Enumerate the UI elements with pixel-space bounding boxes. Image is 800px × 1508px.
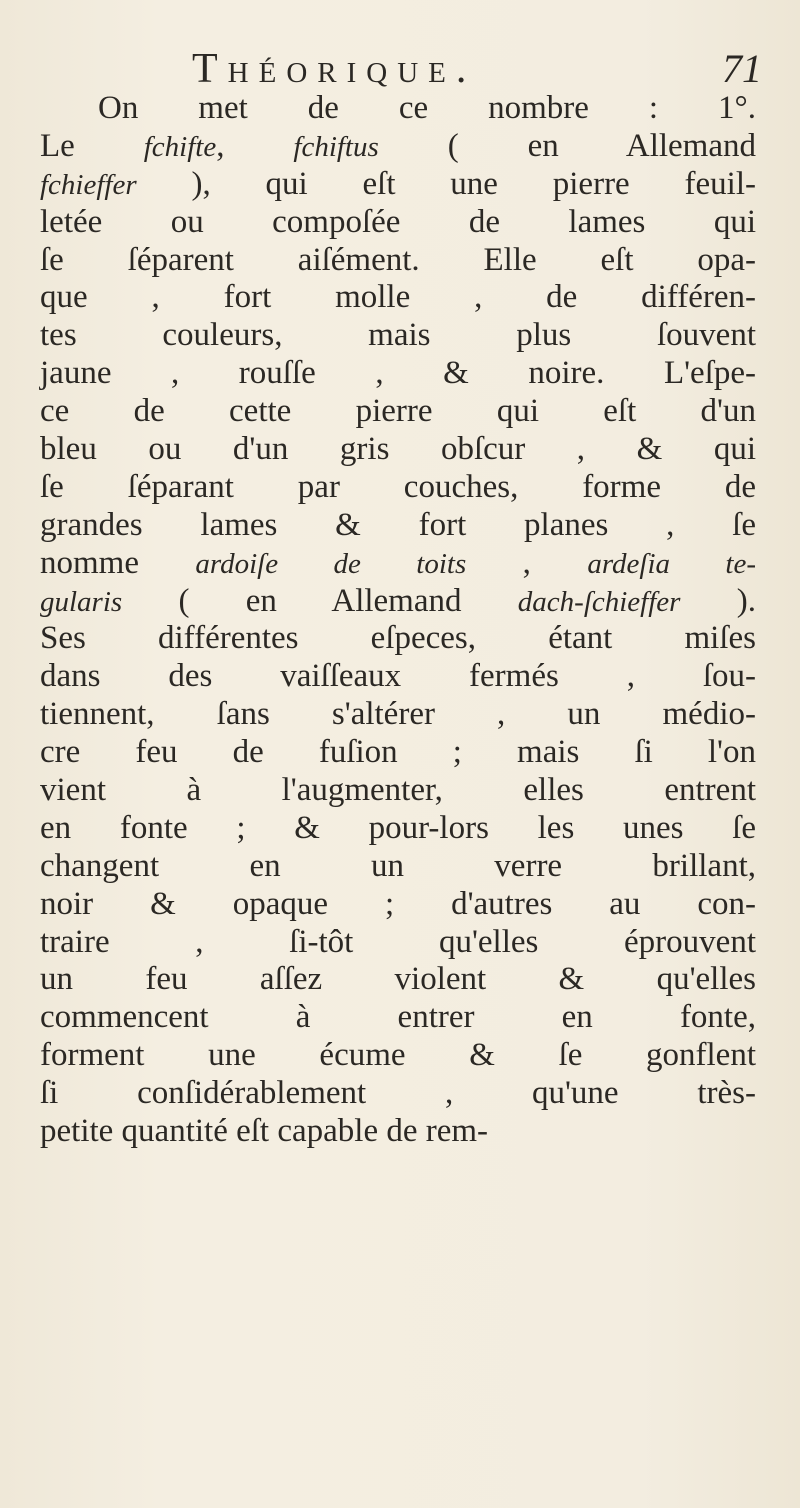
text-line: changent en un verre brillant, bbox=[40, 847, 756, 884]
text-line: tes couleurs, mais plus ſouvent bbox=[40, 317, 756, 354]
text-line: forment une écume & ſe gonflent bbox=[40, 1037, 756, 1074]
text-line: jaune , rouſſe , & noire. L'eſpe- bbox=[40, 355, 756, 392]
text-line: vient à l'augmenter, elles entrent bbox=[40, 772, 756, 809]
text-line: commencent à entrer en fonte, bbox=[40, 999, 756, 1036]
text-line: en fonte ; & pour-lors les unes ſe bbox=[40, 809, 756, 846]
text-line: nomme ardoiſe de toits , ardeſia te- bbox=[40, 544, 757, 581]
body-text bbox=[40, 90, 780, 1151]
text-line: On met de ce nombre : 1°. bbox=[98, 90, 756, 126]
text-line: Le fchifte, fchiftus ( en Allemand bbox=[40, 127, 756, 164]
text-line: grandes lames & fort planes , ſe bbox=[40, 506, 756, 543]
text-line: ſe ſéparant par couches, forme de bbox=[40, 468, 756, 505]
running-title: Théorique. bbox=[192, 46, 477, 92]
text-line: ce de cette pierre qui eſt d'un bbox=[40, 393, 756, 430]
text-line: ſe ſéparent aiſément. Elle eſt opa- bbox=[40, 241, 756, 278]
text-line: gularis ( en Allemand dach-ſchieffer ). bbox=[40, 582, 756, 619]
text-line: petite quantité eſt capable de rem- bbox=[40, 1113, 489, 1150]
text-line: noir & opaque ; d'autres au con- bbox=[40, 885, 756, 922]
text-line: traire , ſi-tôt qu'elles éprouvent bbox=[40, 923, 756, 960]
text-line: un feu aſſez violent & qu'elles bbox=[40, 961, 756, 998]
text-line: dans des vaiſſeaux fermés , ſou- bbox=[40, 658, 756, 695]
page-header bbox=[0, 44, 800, 94]
text-line: cre feu de fuſion ; mais ſi l'on bbox=[40, 734, 756, 771]
text-line: que , fort molle , de différen- bbox=[40, 279, 756, 316]
text-line: letée ou compoſée de lames qui bbox=[40, 203, 756, 240]
text-line: fchieffer ), qui eſt une pierre feuil- bbox=[40, 165, 756, 202]
text-line: tiennent, ſans s'altérer , un médio- bbox=[40, 696, 756, 733]
text-line: bleu ou d'un gris obſcur , & qui bbox=[40, 431, 756, 468]
page-number: 71 bbox=[722, 46, 762, 91]
text-line: Ses différentes eſpeces, étant miſes bbox=[40, 620, 756, 657]
text-line: ſi conſidérablement , qu'une très- bbox=[40, 1075, 756, 1112]
